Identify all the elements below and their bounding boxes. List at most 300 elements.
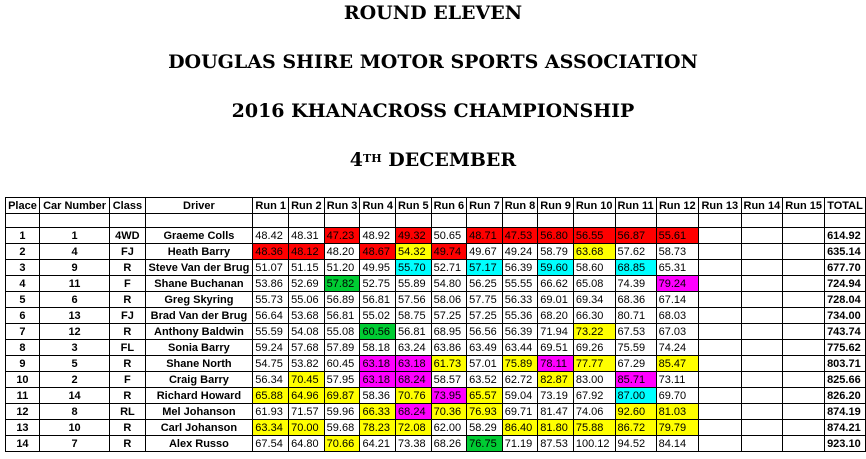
total-cell: 728.04 xyxy=(825,292,866,308)
run-time-cell xyxy=(741,436,783,452)
driver-cell: Brad Van der Brug xyxy=(145,308,253,324)
total-cell: 743.74 xyxy=(825,324,866,340)
run-time-cell: 69.26 xyxy=(573,340,615,356)
run-time-cell: 53.86 xyxy=(253,276,289,292)
run-time-cell: 74.39 xyxy=(615,276,656,292)
table-row xyxy=(6,292,866,308)
run-time-cell: 56.81 xyxy=(360,292,396,308)
run-time-cell: 63.86 xyxy=(431,340,467,356)
run-time-cell: 66.33 xyxy=(360,404,396,420)
car-number-cell: 13 xyxy=(39,308,109,324)
run-time-cell: 81.80 xyxy=(538,420,574,436)
run-time-cell: 70.00 xyxy=(289,420,325,436)
run-time-cell: 63.52 xyxy=(467,372,503,388)
run-time-cell: 54.08 xyxy=(289,324,325,340)
run-time-cell: 49.67 xyxy=(467,244,503,260)
run-time-cell xyxy=(741,420,783,436)
run-time-cell: 53.68 xyxy=(289,308,325,324)
car-number-cell: 1 xyxy=(39,228,109,244)
run-time-cell: 79.79 xyxy=(656,420,698,436)
run-time-cell: 58.29 xyxy=(467,420,503,436)
run-time-cell xyxy=(741,388,783,404)
class-cell: FL xyxy=(110,340,145,356)
run-time-cell: 63.34 xyxy=(253,420,289,436)
car-number-cell: 4 xyxy=(39,244,109,260)
run-time-cell: 49.32 xyxy=(396,228,432,244)
column-header: Run 14 xyxy=(741,198,783,214)
total-cell: 614.92 xyxy=(825,228,866,244)
run-time-cell: 57.68 xyxy=(289,340,325,356)
run-time-cell xyxy=(783,388,825,404)
run-time-cell: 67.92 xyxy=(573,388,615,404)
run-time-cell xyxy=(783,276,825,292)
run-time-cell xyxy=(741,260,783,276)
run-time-cell: 56.25 xyxy=(467,276,503,292)
run-time-cell: 56.81 xyxy=(324,308,360,324)
run-time-cell: 66.30 xyxy=(573,308,615,324)
column-header: Run 8 xyxy=(502,198,538,214)
column-header: Place xyxy=(6,198,40,214)
run-time-cell: 54.80 xyxy=(431,276,467,292)
run-time-cell: 68.85 xyxy=(615,260,656,276)
run-time-cell: 52.71 xyxy=(431,260,467,276)
run-time-cell xyxy=(783,228,825,244)
run-time-cell: 54.75 xyxy=(253,356,289,372)
run-time-cell: 48.67 xyxy=(360,244,396,260)
run-time-cell: 64.80 xyxy=(289,436,325,452)
run-time-cell: 69.51 xyxy=(538,340,574,356)
class-cell: 4WD xyxy=(110,228,145,244)
run-time-cell: 48.92 xyxy=(360,228,396,244)
run-time-cell xyxy=(699,276,741,292)
run-time-cell: 56.39 xyxy=(502,324,538,340)
run-time-cell: 53.82 xyxy=(289,356,325,372)
run-time-cell: 78.23 xyxy=(360,420,396,436)
run-time-cell: 58.60 xyxy=(573,260,615,276)
total-cell: 923.10 xyxy=(825,436,866,452)
place-cell: 6 xyxy=(6,308,40,324)
run-time-cell xyxy=(741,292,783,308)
run-time-cell xyxy=(741,228,783,244)
run-time-cell: 63.49 xyxy=(467,340,503,356)
run-time-cell: 69.01 xyxy=(538,292,574,308)
place-cell: 3 xyxy=(6,260,40,276)
table-row xyxy=(6,404,866,420)
run-time-cell: 85.71 xyxy=(615,372,656,388)
driver-cell: Richard Howard xyxy=(145,388,253,404)
run-time-cell xyxy=(699,340,741,356)
run-time-cell: 61.93 xyxy=(253,404,289,420)
run-time-cell xyxy=(699,420,741,436)
run-time-cell: 73.19 xyxy=(538,388,574,404)
run-time-cell: 94.52 xyxy=(615,436,656,452)
date-day: 4 xyxy=(349,149,364,171)
run-time-cell: 59.60 xyxy=(538,260,574,276)
run-time-cell: 82.87 xyxy=(538,372,574,388)
run-time-cell: 63.44 xyxy=(502,340,538,356)
round-title: ROUND ELEVEN xyxy=(343,2,523,24)
car-number-cell: 9 xyxy=(39,260,109,276)
run-time-cell: 63.24 xyxy=(396,340,432,356)
run-time-cell: 87.00 xyxy=(615,388,656,404)
place-cell: 5 xyxy=(6,292,40,308)
car-number-cell: 3 xyxy=(39,340,109,356)
run-time-cell xyxy=(699,436,741,452)
run-time-cell: 57.25 xyxy=(467,308,503,324)
class-cell: R xyxy=(110,292,145,308)
run-time-cell xyxy=(741,324,783,340)
run-time-cell: 59.24 xyxy=(253,340,289,356)
column-header: Run 5 xyxy=(396,198,432,214)
run-time-cell: 68.24 xyxy=(396,404,432,420)
table-body xyxy=(6,214,866,452)
run-time-cell: 68.03 xyxy=(656,308,698,324)
place-cell: 11 xyxy=(6,388,40,404)
run-time-cell xyxy=(741,308,783,324)
run-time-cell: 56.34 xyxy=(253,372,289,388)
run-time-cell: 84.14 xyxy=(656,436,698,452)
run-time-cell xyxy=(741,356,783,372)
run-time-cell: 57.17 xyxy=(467,260,503,276)
class-cell: RL xyxy=(110,404,145,420)
driver-cell: Heath Barry xyxy=(145,244,253,260)
run-time-cell: 49.95 xyxy=(360,260,396,276)
total-cell: 826.20 xyxy=(825,388,866,404)
run-time-cell: 56.64 xyxy=(253,308,289,324)
run-time-cell: 63.18 xyxy=(360,372,396,388)
table-row xyxy=(6,228,866,244)
event-date xyxy=(0,149,866,171)
run-time-cell xyxy=(783,244,825,260)
run-time-cell: 75.59 xyxy=(615,340,656,356)
total-cell: 724.94 xyxy=(825,276,866,292)
run-time-cell: 68.36 xyxy=(615,292,656,308)
class-cell: R xyxy=(110,324,145,340)
run-time-cell: 55.55 xyxy=(502,276,538,292)
run-time-cell: 59.68 xyxy=(324,420,360,436)
total-cell: 775.62 xyxy=(825,340,866,356)
run-time-cell: 58.79 xyxy=(538,244,574,260)
run-time-cell: 73.11 xyxy=(656,372,698,388)
place-cell: 4 xyxy=(6,276,40,292)
run-time-cell: 57.62 xyxy=(615,244,656,260)
run-time-cell xyxy=(783,436,825,452)
run-time-cell: 62.00 xyxy=(431,420,467,436)
table-row xyxy=(6,356,866,372)
results-table xyxy=(5,197,866,452)
total-cell: 825.66 xyxy=(825,372,866,388)
column-header: Run 13 xyxy=(699,198,741,214)
run-time-cell: 58.06 xyxy=(431,292,467,308)
run-time-cell xyxy=(783,308,825,324)
run-time-cell xyxy=(699,324,741,340)
run-time-cell: 85.47 xyxy=(656,356,698,372)
total-cell: 677.70 xyxy=(825,260,866,276)
run-time-cell: 55.73 xyxy=(253,292,289,308)
column-header: Car Number xyxy=(39,198,109,214)
run-time-cell: 49.74 xyxy=(431,244,467,260)
run-time-cell: 55.89 xyxy=(396,276,432,292)
column-header: Run 1 xyxy=(253,198,289,214)
run-time-cell xyxy=(699,228,741,244)
run-time-cell: 71.19 xyxy=(502,436,538,452)
run-time-cell: 68.26 xyxy=(431,436,467,452)
run-time-cell xyxy=(741,340,783,356)
class-cell: F xyxy=(110,372,145,388)
run-time-cell: 76.75 xyxy=(467,436,503,452)
run-time-cell: 81.03 xyxy=(656,404,698,420)
run-time-cell xyxy=(741,372,783,388)
run-time-cell: 57.82 xyxy=(324,276,360,292)
column-header: Run 11 xyxy=(615,198,656,214)
place-cell: 8 xyxy=(6,340,40,356)
driver-cell: Sonia Barry xyxy=(145,340,253,356)
column-header: TOTAL xyxy=(825,198,866,214)
place-cell: 2 xyxy=(6,244,40,260)
run-time-cell: 48.12 xyxy=(289,244,325,260)
run-time-cell: 63.68 xyxy=(573,244,615,260)
run-time-cell xyxy=(741,244,783,260)
run-time-cell: 65.57 xyxy=(467,388,503,404)
run-time-cell xyxy=(783,356,825,372)
run-time-cell: 67.29 xyxy=(615,356,656,372)
run-time-cell: 61.73 xyxy=(431,356,467,372)
run-time-cell xyxy=(783,420,825,436)
run-time-cell xyxy=(699,292,741,308)
total-cell: 874.19 xyxy=(825,404,866,420)
run-time-cell: 73.95 xyxy=(431,388,467,404)
class-cell: R xyxy=(110,260,145,276)
run-time-cell: 55.36 xyxy=(502,308,538,324)
run-time-cell: 68.95 xyxy=(431,324,467,340)
run-time-cell: 66.62 xyxy=(538,276,574,292)
run-time-cell xyxy=(741,276,783,292)
total-cell: 874.21 xyxy=(825,420,866,436)
run-time-cell: 65.08 xyxy=(573,276,615,292)
column-header: Driver xyxy=(145,198,253,214)
run-time-cell: 87.53 xyxy=(538,436,574,452)
column-header: Run 6 xyxy=(431,198,467,214)
run-time-cell: 73.22 xyxy=(573,324,615,340)
table-row xyxy=(6,276,866,292)
run-time-cell: 86.40 xyxy=(502,420,538,436)
run-time-cell xyxy=(699,372,741,388)
run-time-cell: 92.60 xyxy=(615,404,656,420)
run-time-cell: 55.06 xyxy=(289,292,325,308)
table-row xyxy=(6,388,866,404)
run-time-cell: 60.45 xyxy=(324,356,360,372)
total-cell: 734.00 xyxy=(825,308,866,324)
run-time-cell: 79.24 xyxy=(656,276,698,292)
run-time-cell: 47.23 xyxy=(324,228,360,244)
run-time-cell: 74.24 xyxy=(656,340,698,356)
run-time-cell: 60.56 xyxy=(360,324,396,340)
driver-cell: Mel Johanson xyxy=(145,404,253,420)
run-time-cell: 48.20 xyxy=(324,244,360,260)
driver-cell: Graeme Colls xyxy=(145,228,253,244)
run-time-cell: 100.12 xyxy=(573,436,615,452)
driver-cell: Alex Russo xyxy=(145,436,253,452)
run-time-cell: 57.56 xyxy=(396,292,432,308)
column-header: Run 2 xyxy=(289,198,325,214)
run-time-cell: 58.73 xyxy=(656,244,698,260)
table-row xyxy=(6,340,866,356)
class-cell: R xyxy=(110,356,145,372)
place-cell: 1 xyxy=(6,228,40,244)
run-time-cell: 56.55 xyxy=(573,228,615,244)
run-time-cell: 58.36 xyxy=(360,388,396,404)
run-time-cell: 68.24 xyxy=(396,372,432,388)
driver-cell: Craig Barry xyxy=(145,372,253,388)
run-time-cell: 55.08 xyxy=(324,324,360,340)
run-time-cell: 67.53 xyxy=(615,324,656,340)
table-header-row xyxy=(6,198,866,214)
car-number-cell: 11 xyxy=(39,276,109,292)
run-time-cell xyxy=(699,404,741,420)
run-time-cell: 58.57 xyxy=(431,372,467,388)
run-time-cell: 51.07 xyxy=(253,260,289,276)
date-month: DECEMBER xyxy=(388,149,517,171)
run-time-cell: 71.94 xyxy=(538,324,574,340)
run-time-cell xyxy=(783,340,825,356)
table-row xyxy=(6,372,866,388)
run-time-cell: 56.81 xyxy=(396,324,432,340)
total-cell: 803.71 xyxy=(825,356,866,372)
car-number-cell: 14 xyxy=(39,388,109,404)
association-title: DOUGLAS SHIRE MOTOR SPORTS ASSOCIATION xyxy=(168,51,698,73)
run-time-cell xyxy=(699,308,741,324)
run-time-cell: 71.57 xyxy=(289,404,325,420)
run-time-cell: 56.89 xyxy=(324,292,360,308)
run-time-cell: 58.75 xyxy=(396,308,432,324)
run-time-cell: 64.21 xyxy=(360,436,396,452)
run-time-cell: 65.31 xyxy=(656,260,698,276)
run-time-cell: 54.32 xyxy=(396,244,432,260)
car-number-cell: 7 xyxy=(39,436,109,452)
place-cell: 7 xyxy=(6,324,40,340)
run-time-cell: 56.33 xyxy=(502,292,538,308)
column-header: Run 12 xyxy=(656,198,698,214)
driver-cell: Shane Buchanan xyxy=(145,276,253,292)
class-cell: R xyxy=(110,436,145,452)
total-cell: 635.14 xyxy=(825,244,866,260)
run-time-cell: 81.47 xyxy=(538,404,574,420)
championship-title: 2016 KHANACROSS CHAMPIONSHIP xyxy=(231,100,635,122)
run-time-cell: 62.72 xyxy=(502,372,538,388)
table-row xyxy=(6,308,866,324)
run-time-cell: 64.96 xyxy=(289,388,325,404)
run-time-cell xyxy=(699,260,741,276)
run-time-cell: 52.69 xyxy=(289,276,325,292)
class-cell: R xyxy=(110,420,145,436)
run-time-cell: 49.24 xyxy=(502,244,538,260)
run-time-cell: 59.04 xyxy=(502,388,538,404)
driver-cell: Carl Johanson xyxy=(145,420,253,436)
run-time-cell: 57.01 xyxy=(467,356,503,372)
run-time-cell: 57.89 xyxy=(324,340,360,356)
run-time-cell: 48.31 xyxy=(289,228,325,244)
run-time-cell: 56.56 xyxy=(467,324,503,340)
run-time-cell: 55.02 xyxy=(360,308,396,324)
column-header: Run 4 xyxy=(360,198,396,214)
run-time-cell: 57.75 xyxy=(467,292,503,308)
run-time-cell: 69.70 xyxy=(656,388,698,404)
run-time-cell: 48.36 xyxy=(253,244,289,260)
run-time-cell: 59.96 xyxy=(324,404,360,420)
place-cell: 14 xyxy=(6,436,40,452)
run-time-cell xyxy=(783,292,825,308)
run-time-cell: 73.38 xyxy=(396,436,432,452)
run-time-cell: 51.20 xyxy=(324,260,360,276)
run-time-cell xyxy=(699,244,741,260)
run-time-cell: 78.11 xyxy=(538,356,574,372)
run-time-cell: 74.06 xyxy=(573,404,615,420)
run-time-cell: 55.59 xyxy=(253,324,289,340)
run-time-cell: 56.87 xyxy=(615,228,656,244)
run-time-cell xyxy=(699,356,741,372)
run-time-cell: 56.80 xyxy=(538,228,574,244)
run-time-cell: 70.66 xyxy=(324,436,360,452)
run-time-cell: 67.03 xyxy=(656,324,698,340)
run-time-cell: 68.20 xyxy=(538,308,574,324)
place-cell: 13 xyxy=(6,420,40,436)
run-time-cell: 67.54 xyxy=(253,436,289,452)
table-row xyxy=(6,436,866,452)
run-time-cell xyxy=(783,324,825,340)
run-time-cell: 86.72 xyxy=(615,420,656,436)
column-header: Run 9 xyxy=(538,198,574,214)
car-number-cell: 2 xyxy=(39,372,109,388)
column-header: Run 3 xyxy=(324,198,360,214)
run-time-cell: 56.39 xyxy=(502,260,538,276)
car-number-cell: 10 xyxy=(39,420,109,436)
run-time-cell: 50.65 xyxy=(431,228,467,244)
driver-cell: Steve Van der Brug xyxy=(145,260,253,276)
class-cell: FJ xyxy=(110,244,145,260)
run-time-cell: 76.93 xyxy=(467,404,503,420)
run-time-cell xyxy=(783,260,825,276)
run-time-cell xyxy=(741,404,783,420)
run-time-cell: 52.75 xyxy=(360,276,396,292)
run-time-cell: 80.71 xyxy=(615,308,656,324)
class-cell: R xyxy=(110,388,145,404)
run-time-cell: 75.88 xyxy=(573,420,615,436)
car-number-cell: 8 xyxy=(39,404,109,420)
car-number-cell: 12 xyxy=(39,324,109,340)
run-time-cell: 72.08 xyxy=(396,420,432,436)
run-time-cell: 77.77 xyxy=(573,356,615,372)
run-time-cell xyxy=(699,388,741,404)
run-time-cell: 57.95 xyxy=(324,372,360,388)
column-header: Run 15 xyxy=(783,198,825,214)
run-time-cell: 75.89 xyxy=(502,356,538,372)
run-time-cell: 63.18 xyxy=(360,356,396,372)
class-cell: F xyxy=(110,276,145,292)
run-time-cell: 48.42 xyxy=(253,228,289,244)
place-cell: 10 xyxy=(6,372,40,388)
run-time-cell: 63.18 xyxy=(396,356,432,372)
driver-cell: Anthony Baldwin xyxy=(145,324,253,340)
driver-cell: Shane North xyxy=(145,356,253,372)
run-time-cell: 69.71 xyxy=(502,404,538,420)
run-time-cell: 58.18 xyxy=(360,340,396,356)
place-cell: 12 xyxy=(6,404,40,420)
run-time-cell: 69.87 xyxy=(324,388,360,404)
column-header: Class xyxy=(110,198,145,214)
run-time-cell: 47.53 xyxy=(502,228,538,244)
run-time-cell: 55.70 xyxy=(396,260,432,276)
run-time-cell: 83.00 xyxy=(573,372,615,388)
